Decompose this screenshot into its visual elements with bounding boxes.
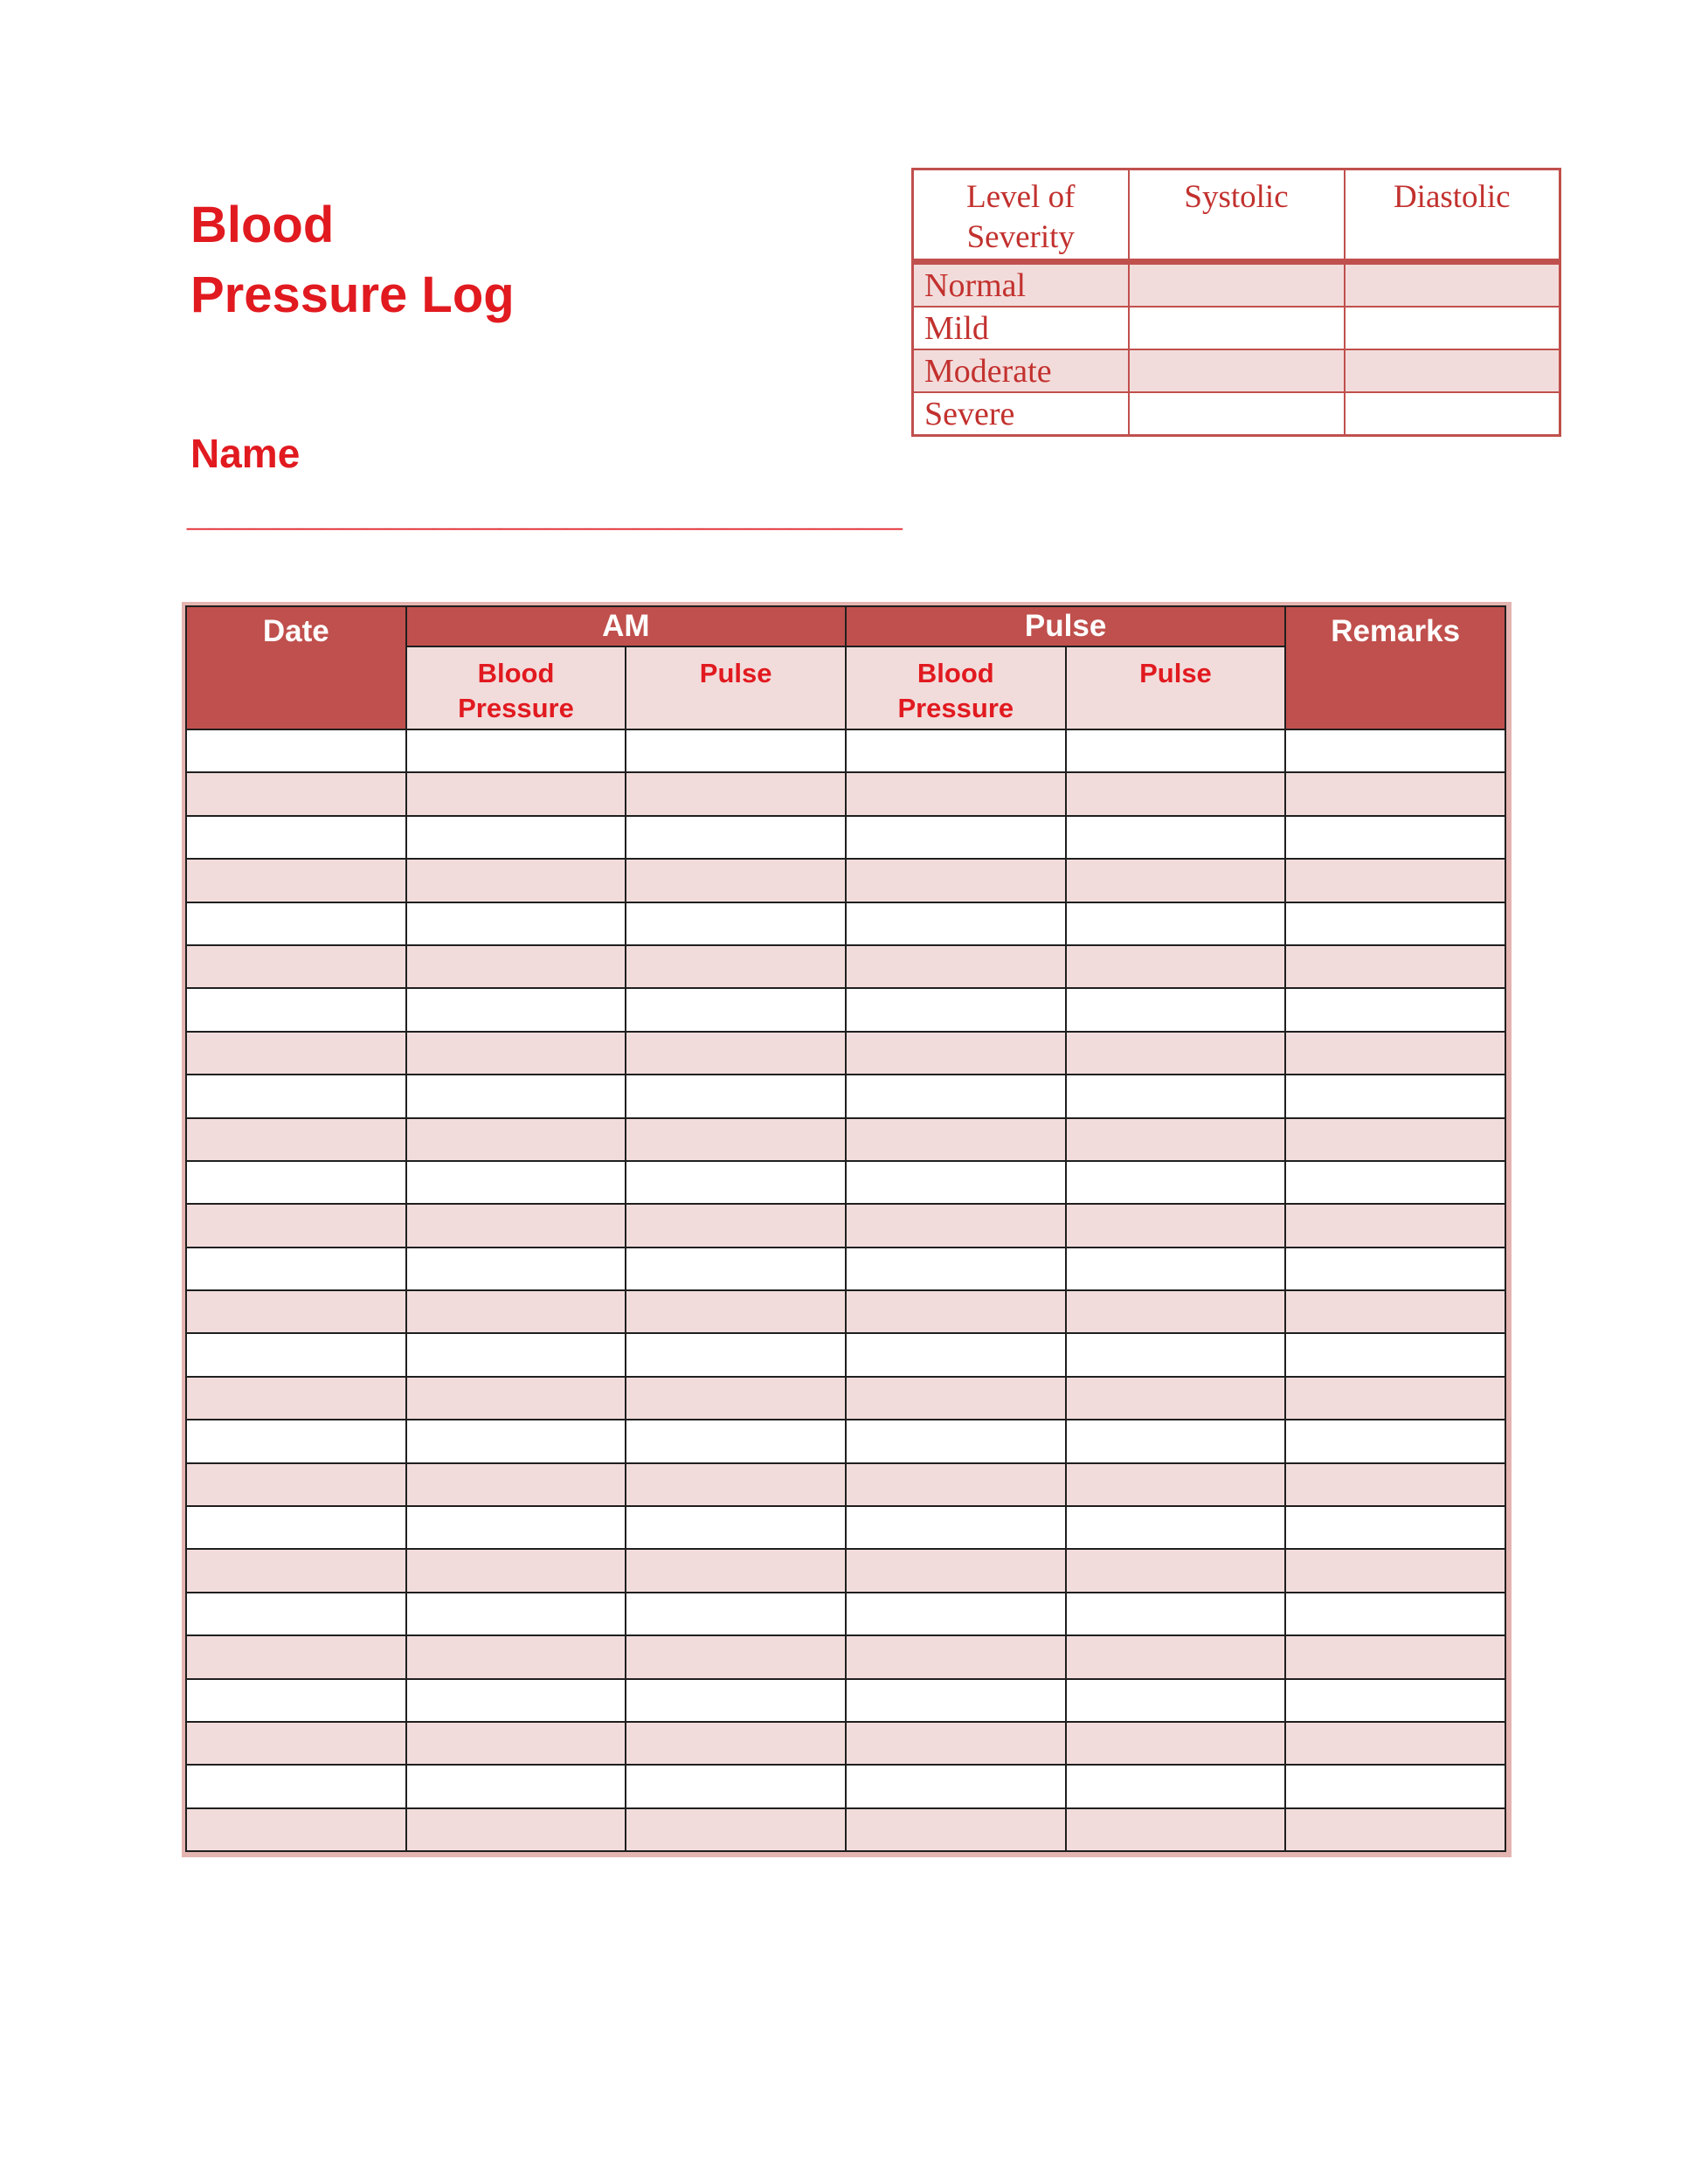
log-cell-pm-bp[interactable] bbox=[846, 1722, 1066, 1765]
log-cell-date[interactable] bbox=[186, 1463, 406, 1506]
log-cell-pm-bp[interactable] bbox=[846, 1333, 1066, 1376]
log-cell-date[interactable] bbox=[186, 1722, 406, 1765]
log-cell-pm-pulse[interactable] bbox=[1066, 1161, 1286, 1204]
log-cell-date[interactable] bbox=[186, 1679, 406, 1722]
log-cell-pm-bp[interactable] bbox=[846, 859, 1066, 902]
severity-header-diastolic: Diastolic bbox=[1345, 169, 1560, 262]
severity-table bbox=[911, 168, 1561, 437]
log-cell-pm-bp[interactable] bbox=[846, 1635, 1066, 1678]
log-cell-am-bp[interactable] bbox=[406, 1204, 626, 1247]
log-cell-pm-pulse[interactable] bbox=[1066, 1075, 1286, 1117]
log-cell-remarks[interactable] bbox=[1285, 1679, 1505, 1722]
log-cell-am-bp[interactable] bbox=[406, 1549, 626, 1592]
severity-diastolic-cell[interactable] bbox=[1345, 262, 1560, 308]
log-cell-am-pulse[interactable] bbox=[626, 859, 846, 902]
log-cell-pm-pulse[interactable] bbox=[1066, 902, 1286, 945]
log-subheader-pm-bp: Blood Pressure bbox=[846, 646, 1066, 729]
log-cell-am-pulse[interactable] bbox=[626, 1161, 846, 1204]
log-cell-am-pulse[interactable] bbox=[626, 1377, 846, 1420]
log-cell-am-pulse[interactable] bbox=[626, 1635, 846, 1678]
log-cell-remarks[interactable] bbox=[1285, 1635, 1505, 1678]
log-cell-remarks[interactable] bbox=[1285, 1075, 1505, 1117]
severity-level-cell: Normal bbox=[913, 262, 1129, 308]
log-row bbox=[186, 1722, 1505, 1765]
log-cell-am-bp[interactable] bbox=[406, 1765, 626, 1807]
severity-row bbox=[913, 307, 1560, 349]
log-cell-pm-bp[interactable] bbox=[846, 1506, 1066, 1549]
log-cell-pm-bp[interactable] bbox=[846, 1032, 1066, 1075]
log-row bbox=[186, 1593, 1505, 1635]
log-row bbox=[186, 1032, 1505, 1075]
log-cell-am-bp[interactable] bbox=[406, 1377, 626, 1420]
log-cell-remarks[interactable] bbox=[1285, 1118, 1505, 1161]
severity-row bbox=[913, 262, 1560, 308]
log-cell-pm-bp[interactable] bbox=[846, 1463, 1066, 1506]
log-cell-remarks[interactable] bbox=[1285, 1248, 1505, 1290]
bp-log-table-wrapper bbox=[182, 602, 1512, 1857]
severity-level-cell: Severe bbox=[913, 392, 1129, 436]
log-cell-remarks[interactable] bbox=[1285, 1161, 1505, 1204]
log-row bbox=[186, 1549, 1505, 1592]
log-cell-pm-bp[interactable] bbox=[846, 988, 1066, 1031]
log-cell-date[interactable] bbox=[186, 729, 406, 772]
log-cell-am-bp[interactable] bbox=[406, 1722, 626, 1765]
log-cell-date[interactable] bbox=[186, 1248, 406, 1290]
log-cell-date[interactable] bbox=[186, 1333, 406, 1376]
log-cell-am-pulse[interactable] bbox=[626, 945, 846, 988]
log-cell-am-bp[interactable] bbox=[406, 1463, 626, 1506]
log-row bbox=[186, 772, 1505, 815]
log-cell-am-pulse[interactable] bbox=[626, 1032, 846, 1075]
log-cell-date[interactable] bbox=[186, 1808, 406, 1851]
log-cell-pm-pulse[interactable] bbox=[1066, 1635, 1286, 1678]
log-cell-pm-pulse[interactable] bbox=[1066, 1722, 1286, 1765]
log-cell-am-bp[interactable] bbox=[406, 988, 626, 1031]
log-cell-am-bp[interactable] bbox=[406, 1161, 626, 1204]
log-row bbox=[186, 945, 1505, 988]
severity-row bbox=[913, 349, 1560, 392]
log-cell-am-bp[interactable] bbox=[406, 945, 626, 988]
log-cell-pm-pulse[interactable] bbox=[1066, 1463, 1286, 1506]
log-cell-am-bp[interactable] bbox=[406, 772, 626, 815]
severity-level-cell: Moderate bbox=[913, 349, 1129, 392]
log-cell-am-pulse[interactable] bbox=[626, 902, 846, 945]
log-cell-remarks[interactable] bbox=[1285, 1506, 1505, 1549]
severity-table-body bbox=[913, 262, 1560, 436]
log-cell-pm-bp[interactable] bbox=[846, 1679, 1066, 1722]
log-cell-date[interactable] bbox=[186, 1075, 406, 1117]
log-cell-am-bp[interactable] bbox=[406, 1679, 626, 1722]
log-cell-am-bp[interactable] bbox=[406, 902, 626, 945]
severity-diastolic-cell[interactable] bbox=[1345, 392, 1560, 436]
log-cell-remarks[interactable] bbox=[1285, 1765, 1505, 1807]
log-cell-pm-pulse[interactable] bbox=[1066, 1377, 1286, 1420]
log-cell-pm-bp[interactable] bbox=[846, 1765, 1066, 1807]
log-cell-am-pulse[interactable] bbox=[626, 988, 846, 1031]
log-cell-pm-pulse[interactable] bbox=[1066, 1808, 1286, 1851]
log-cell-pm-bp[interactable] bbox=[846, 1161, 1066, 1204]
page-title bbox=[190, 190, 515, 330]
log-cell-am-pulse[interactable] bbox=[626, 1593, 846, 1635]
log-row bbox=[186, 902, 1505, 945]
log-cell-pm-bp[interactable] bbox=[846, 1420, 1066, 1462]
log-row bbox=[186, 729, 1505, 772]
log-cell-remarks[interactable] bbox=[1285, 859, 1505, 902]
log-cell-date[interactable] bbox=[186, 1420, 406, 1462]
log-cell-am-pulse[interactable] bbox=[626, 1722, 846, 1765]
log-cell-remarks[interactable] bbox=[1285, 902, 1505, 945]
log-cell-date[interactable] bbox=[186, 1765, 406, 1807]
log-cell-am-bp[interactable] bbox=[406, 1808, 626, 1851]
log-cell-am-pulse[interactable] bbox=[626, 1506, 846, 1549]
log-row bbox=[186, 1075, 1505, 1117]
log-subheader-am-pulse: Pulse bbox=[626, 646, 846, 729]
name-blank-line[interactable]: ________________________________ bbox=[187, 488, 903, 534]
severity-systolic-cell[interactable] bbox=[1129, 349, 1345, 392]
log-row bbox=[186, 1290, 1505, 1333]
log-cell-date[interactable] bbox=[186, 1161, 406, 1204]
log-cell-pm-pulse[interactable] bbox=[1066, 1248, 1286, 1290]
log-cell-date[interactable] bbox=[186, 1204, 406, 1247]
severity-header-row bbox=[913, 169, 1560, 262]
log-row bbox=[186, 1765, 1505, 1807]
log-row bbox=[186, 1333, 1505, 1376]
log-row bbox=[186, 1463, 1505, 1506]
log-cell-pm-bp[interactable] bbox=[846, 1593, 1066, 1635]
log-cell-date[interactable] bbox=[186, 1290, 406, 1333]
log-row bbox=[186, 988, 1505, 1031]
log-cell-am-pulse[interactable] bbox=[626, 1679, 846, 1722]
log-cell-remarks[interactable] bbox=[1285, 729, 1505, 772]
severity-header-level: Level of Severity bbox=[913, 169, 1129, 262]
log-cell-pm-bp[interactable] bbox=[846, 902, 1066, 945]
log-cell-pm-bp[interactable] bbox=[846, 1808, 1066, 1851]
log-cell-pm-bp[interactable] bbox=[846, 816, 1066, 859]
log-cell-pm-pulse[interactable] bbox=[1066, 945, 1286, 988]
log-cell-am-pulse[interactable] bbox=[626, 1765, 846, 1807]
log-cell-remarks[interactable] bbox=[1285, 772, 1505, 815]
log-row bbox=[186, 1248, 1505, 1290]
log-cell-pm-bp[interactable] bbox=[846, 1377, 1066, 1420]
log-cell-remarks[interactable] bbox=[1285, 1463, 1505, 1506]
log-cell-date[interactable] bbox=[186, 1593, 406, 1635]
bp-log-group-header-row bbox=[186, 606, 1505, 646]
log-cell-date[interactable] bbox=[186, 945, 406, 988]
log-cell-am-pulse[interactable] bbox=[626, 729, 846, 772]
log-row bbox=[186, 1635, 1505, 1678]
log-cell-remarks[interactable] bbox=[1285, 988, 1505, 1031]
bp-log-table bbox=[185, 605, 1506, 1852]
log-cell-pm-pulse[interactable] bbox=[1066, 1204, 1286, 1247]
log-cell-date[interactable] bbox=[186, 1118, 406, 1161]
log-cell-remarks[interactable] bbox=[1285, 1290, 1505, 1333]
log-row bbox=[186, 1679, 1505, 1722]
page-title-line1: Blood bbox=[190, 197, 335, 253]
log-cell-pm-pulse[interactable] bbox=[1066, 1420, 1286, 1462]
log-cell-date[interactable] bbox=[186, 1032, 406, 1075]
log-cell-pm-pulse[interactable] bbox=[1066, 1549, 1286, 1592]
log-cell-am-pulse[interactable] bbox=[626, 1248, 846, 1290]
log-cell-remarks[interactable] bbox=[1285, 1420, 1505, 1462]
log-cell-pm-bp[interactable] bbox=[846, 1248, 1066, 1290]
log-cell-remarks[interactable] bbox=[1285, 1808, 1505, 1851]
log-cell-am-pulse[interactable] bbox=[626, 1204, 846, 1247]
log-header-remarks: Remarks bbox=[1285, 606, 1505, 729]
log-cell-am-pulse[interactable] bbox=[626, 816, 846, 859]
log-cell-pm-bp[interactable] bbox=[846, 1549, 1066, 1592]
log-cell-pm-pulse[interactable] bbox=[1066, 816, 1286, 859]
log-cell-pm-bp[interactable] bbox=[846, 772, 1066, 815]
log-cell-remarks[interactable] bbox=[1285, 1549, 1505, 1592]
log-cell-pm-pulse[interactable] bbox=[1066, 1506, 1286, 1549]
log-cell-date[interactable] bbox=[186, 816, 406, 859]
log-row bbox=[186, 1377, 1505, 1420]
log-cell-remarks[interactable] bbox=[1285, 1204, 1505, 1247]
log-cell-pm-pulse[interactable] bbox=[1066, 772, 1286, 815]
log-cell-am-bp[interactable] bbox=[406, 1635, 626, 1678]
log-cell-pm-pulse[interactable] bbox=[1066, 1679, 1286, 1722]
severity-systolic-cell[interactable] bbox=[1129, 392, 1345, 436]
log-cell-pm-pulse[interactable] bbox=[1066, 1593, 1286, 1635]
log-subheader-am-bp: Blood Pressure bbox=[406, 646, 626, 729]
log-row bbox=[186, 1118, 1505, 1161]
log-cell-date[interactable] bbox=[186, 1635, 406, 1678]
log-cell-remarks[interactable] bbox=[1285, 816, 1505, 859]
severity-systolic-cell[interactable] bbox=[1129, 307, 1345, 349]
log-table-body bbox=[186, 729, 1505, 1851]
log-cell-am-pulse[interactable] bbox=[626, 772, 846, 815]
log-cell-am-bp[interactable] bbox=[406, 1248, 626, 1290]
log-cell-remarks[interactable] bbox=[1285, 1377, 1505, 1420]
log-cell-date[interactable] bbox=[186, 988, 406, 1031]
log-cell-date[interactable] bbox=[186, 1549, 406, 1592]
log-cell-pm-pulse[interactable] bbox=[1066, 1290, 1286, 1333]
severity-diastolic-cell[interactable] bbox=[1345, 307, 1560, 349]
log-cell-pm-bp[interactable] bbox=[846, 1204, 1066, 1247]
log-cell-pm-pulse[interactable] bbox=[1066, 988, 1286, 1031]
log-cell-pm-bp[interactable] bbox=[846, 729, 1066, 772]
log-cell-am-pulse[interactable] bbox=[626, 1463, 846, 1506]
log-cell-pm-pulse[interactable] bbox=[1066, 1765, 1286, 1807]
log-cell-pm-bp[interactable] bbox=[846, 1075, 1066, 1117]
log-cell-am-bp[interactable] bbox=[406, 1032, 626, 1075]
log-cell-am-bp[interactable] bbox=[406, 859, 626, 902]
log-cell-pm-pulse[interactable] bbox=[1066, 1118, 1286, 1161]
bp-log-header bbox=[186, 606, 1505, 729]
log-header-am-group: AM bbox=[406, 606, 846, 646]
log-cell-remarks[interactable] bbox=[1285, 1032, 1505, 1075]
log-cell-pm-pulse[interactable] bbox=[1066, 859, 1286, 902]
log-cell-am-bp[interactable] bbox=[406, 1290, 626, 1333]
log-cell-am-pulse[interactable] bbox=[626, 1549, 846, 1592]
severity-systolic-cell[interactable] bbox=[1129, 262, 1345, 308]
log-cell-am-bp[interactable] bbox=[406, 1118, 626, 1161]
log-cell-am-pulse[interactable] bbox=[626, 1808, 846, 1851]
log-cell-pm-pulse[interactable] bbox=[1066, 1333, 1286, 1376]
log-cell-am-bp[interactable] bbox=[406, 729, 626, 772]
log-row bbox=[186, 859, 1505, 902]
log-cell-pm-bp[interactable] bbox=[846, 1290, 1066, 1333]
log-cell-am-pulse[interactable] bbox=[626, 1290, 846, 1333]
log-cell-pm-pulse[interactable] bbox=[1066, 729, 1286, 772]
log-row bbox=[186, 1420, 1505, 1462]
log-cell-date[interactable] bbox=[186, 772, 406, 815]
log-cell-am-bp[interactable] bbox=[406, 1593, 626, 1635]
log-cell-am-bp[interactable] bbox=[406, 1075, 626, 1117]
log-row bbox=[186, 1506, 1505, 1549]
name-label: Name bbox=[190, 431, 301, 476]
page-title-line2: Pressure Log bbox=[190, 266, 515, 323]
log-cell-remarks[interactable] bbox=[1285, 945, 1505, 988]
severity-table-header bbox=[913, 169, 1560, 262]
log-row bbox=[186, 1204, 1505, 1247]
log-cell-remarks[interactable] bbox=[1285, 1593, 1505, 1635]
log-cell-am-bp[interactable] bbox=[406, 1333, 626, 1376]
severity-row bbox=[913, 392, 1560, 436]
severity-level-cell: Mild bbox=[913, 307, 1129, 349]
severity-header-systolic: Systolic bbox=[1129, 169, 1345, 262]
log-cell-am-pulse[interactable] bbox=[626, 1075, 846, 1117]
log-cell-date[interactable] bbox=[186, 1506, 406, 1549]
log-cell-date[interactable] bbox=[186, 859, 406, 902]
log-cell-date[interactable] bbox=[186, 902, 406, 945]
log-cell-remarks[interactable] bbox=[1285, 1722, 1505, 1765]
log-cell-pm-pulse[interactable] bbox=[1066, 1032, 1286, 1075]
log-row bbox=[186, 1808, 1505, 1851]
log-cell-pm-bp[interactable] bbox=[846, 945, 1066, 988]
log-cell-date[interactable] bbox=[186, 1377, 406, 1420]
log-header-pm-group: Pulse bbox=[846, 606, 1285, 646]
log-row bbox=[186, 1161, 1505, 1204]
severity-diastolic-cell[interactable] bbox=[1345, 349, 1560, 392]
log-header-date: Date bbox=[186, 606, 406, 729]
log-cell-am-pulse[interactable] bbox=[626, 1333, 846, 1376]
log-cell-am-pulse[interactable] bbox=[626, 1118, 846, 1161]
log-cell-am-bp[interactable] bbox=[406, 816, 626, 859]
log-subheader-pm-pulse: Pulse bbox=[1066, 646, 1286, 729]
log-cell-am-pulse[interactable] bbox=[626, 1420, 846, 1462]
log-row bbox=[186, 816, 1505, 859]
log-cell-am-bp[interactable] bbox=[406, 1506, 626, 1549]
log-cell-am-bp[interactable] bbox=[406, 1420, 626, 1462]
log-cell-remarks[interactable] bbox=[1285, 1333, 1505, 1376]
log-cell-pm-bp[interactable] bbox=[846, 1118, 1066, 1161]
